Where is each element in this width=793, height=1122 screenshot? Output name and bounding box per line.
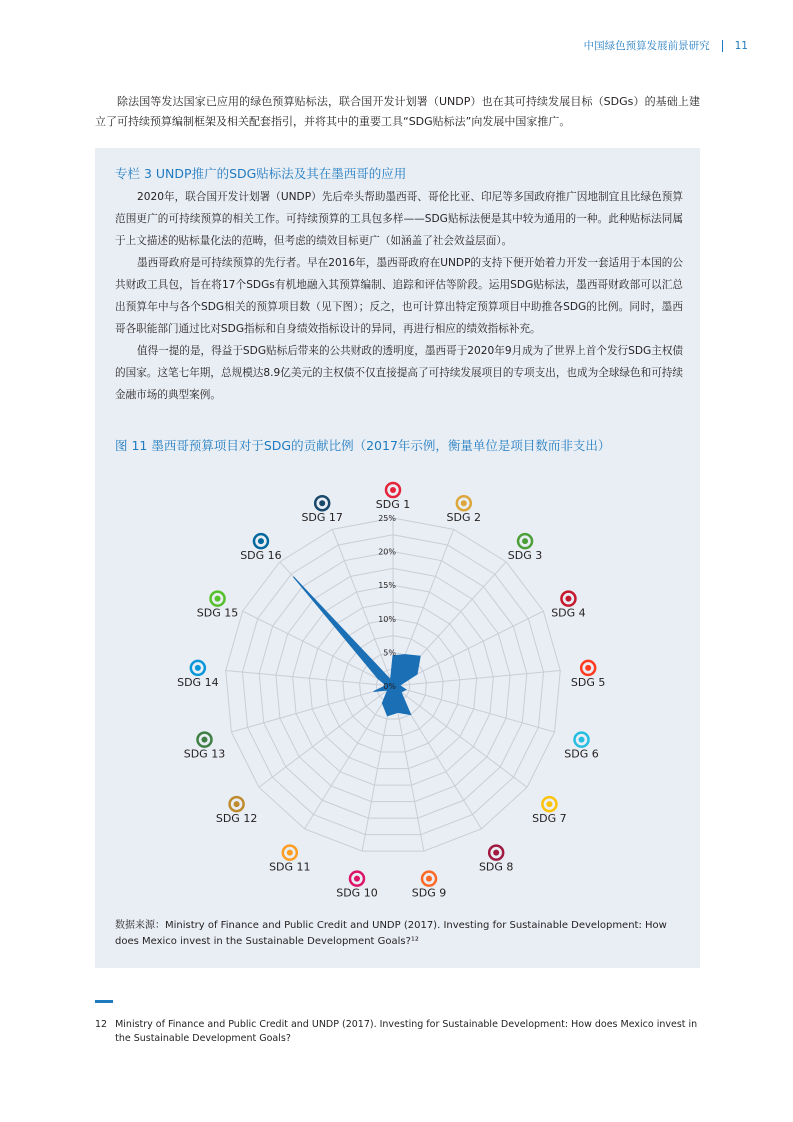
running-header (584, 38, 748, 53)
tree-bird-icon-core (215, 596, 221, 602)
sdg-label: SDG 11 (269, 860, 311, 874)
sdg-label: SDG 16 (240, 549, 282, 563)
grid-spoke (259, 686, 393, 787)
grid-spoke (243, 611, 393, 686)
fish-icon-core (195, 665, 201, 671)
people-icon (386, 483, 400, 497)
equality-icon-core (354, 876, 360, 882)
buildings-icon-core (287, 850, 293, 856)
tick-label: 15% (378, 581, 396, 591)
header-divider (722, 40, 723, 52)
sdg-label: SDG 7 (532, 812, 567, 826)
page-number: 11 (734, 39, 748, 52)
sdg-label: SDG 2 (446, 511, 482, 525)
eye-globe-icon (197, 733, 211, 747)
box-paragraph: 2020年，联合国开发计划署（UNDP）先后牵头帮助墨西哥、哥伦比亚、印尼等多国政府推广因地制宜且比绿色预算范围更广的可持续预算的相关工作。可持续预算的工具包多样——SDG贴标法便是其中较为通用的一种。此种贴标法同属于上文描述的贴标量化法的范畴，但考虑的绩效目标更广（如涵盖了社会效益层面）。 (115, 191, 683, 247)
grid-spoke (226, 670, 393, 686)
tick-label: 0% (383, 682, 396, 691)
box-paragraph: 值得一提的是，得益于SDG贴标后带来的公共财政的透明度，墨西哥于2020年9月成为了世界上首个发行SDG主权债的国家。这笔七年期，总规模达8.9亿美元的主权债不仅直接提高了可持续发展项目的专项支出，也成为全球绿色和可持续金融市场的典型案例。 (115, 345, 684, 401)
dove-icon-core (258, 538, 264, 544)
fish-icon (191, 661, 205, 675)
sdg-label: SDG 15 (196, 606, 239, 620)
grid-spoke (393, 670, 560, 686)
growth-chart-icon (489, 846, 503, 860)
people-icon-core (390, 487, 396, 493)
tree-bird-icon (211, 592, 225, 606)
sdg-label: SDG 6 (564, 747, 599, 761)
cubes-icon (422, 872, 436, 886)
water-drop-icon (575, 733, 589, 747)
tick-label: 25% (378, 514, 396, 523)
bowl-icon-core (461, 500, 467, 506)
bowl-icon (457, 496, 471, 510)
sdg-label: SDG 14 (177, 675, 219, 689)
footnote-text: Ministry of Finance and Public Credit and UNDP (2017). Investing for Sustainable Development: How does Mexico invest in the Sustainable Development Goals? (115, 1019, 698, 1044)
intro-paragraph: 除法国等发达国家已应用的绿色预算贴标法，联合国开发计划署（UNDP）也在其可持续发展目标（SDGs）的基础上建立了可持续预算编制框架及相关配套指引，并将其中的重要工具“SDG贴标法”向发展中国家推广。 (95, 95, 700, 128)
box-paragraph: 墨西哥政府是可持续预算的先行者。早在2016年，墨西哥政府在UNDP的支持下便开始着力开发一套适用于本国的公共财政工具包，旨在将17个SDGs有机地融入其预算编制、追踪和评估等阶段。运用SDG贴标法，墨西哥财政部可以汇总出预算年中与各个SDG相关的预算项目数（见下图）；反之，也可计算出特定预算项目中助推各SDG的比例。同时，墨西哥各职能部门通过比对SDG指标和自身绩效指标设计的异同，再进行相应的绩效指标补充。 (115, 257, 683, 335)
gender-icon-core (585, 665, 591, 671)
sdg-label: SDG 3 (507, 549, 543, 563)
equality-icon (350, 872, 364, 886)
heartbeat-icon-core (522, 538, 528, 544)
sun-icon-core (546, 801, 552, 807)
sun-icon (542, 797, 556, 811)
figure-source: 数据来源：Ministry of Finance and Public Credit and UNDP (2017). Investing for Sustainable Development: How does Mexico invest in the Sustainable Development Goals?¹² (115, 920, 667, 947)
heartbeat-icon (518, 534, 532, 548)
growth-chart-icon-core (493, 850, 499, 856)
book-icon-core (565, 596, 571, 602)
tick-label: 5% (383, 648, 396, 658)
water-drop-icon-core (579, 737, 585, 743)
header-title: 中国绿色预算发展前景研究 (583, 40, 710, 52)
sdg-label: SDG 1 (375, 498, 411, 511)
cubes-icon-core (426, 876, 432, 882)
figure-title: 图 11 墨西哥预算项目对于SDG的贡献比例（2017年示例，衡量单位是项目数而非支出） (115, 438, 611, 453)
tick-label: 20% (378, 547, 396, 557)
sdg-label: SDG 13 (183, 747, 226, 761)
dove-icon (254, 534, 268, 548)
sdg-label: SDG 10 (336, 886, 378, 900)
sdg-label: SDG 5 (570, 675, 606, 689)
box-title: 专栏 3 UNDP推广的SDG贴标法及其在墨西哥的应用 (115, 166, 407, 181)
grid-spoke (393, 686, 527, 787)
footnote (95, 1018, 705, 1046)
sidebar-box (95, 148, 700, 968)
sdg-label: SDG 8 (478, 860, 514, 874)
buildings-icon (283, 846, 297, 860)
eye-globe-icon-core (201, 737, 207, 743)
radar-chart (95, 148, 700, 968)
book-icon (561, 592, 575, 606)
footnote-rule (95, 1000, 113, 1003)
gender-icon (581, 661, 595, 675)
sdg-label: SDG 12 (215, 812, 258, 826)
footnote-number: 12 (95, 1019, 108, 1030)
flower-rings-icon-core (319, 500, 325, 506)
infinity-icon-core (234, 801, 240, 807)
sdg-label: SDG 4 (551, 606, 586, 620)
sdg-label: SDG 17 (301, 511, 343, 525)
sdg-label: SDG 9 (411, 886, 447, 900)
tick-label: 10% (378, 614, 396, 624)
flower-rings-icon (315, 496, 329, 510)
infinity-icon (230, 797, 244, 811)
